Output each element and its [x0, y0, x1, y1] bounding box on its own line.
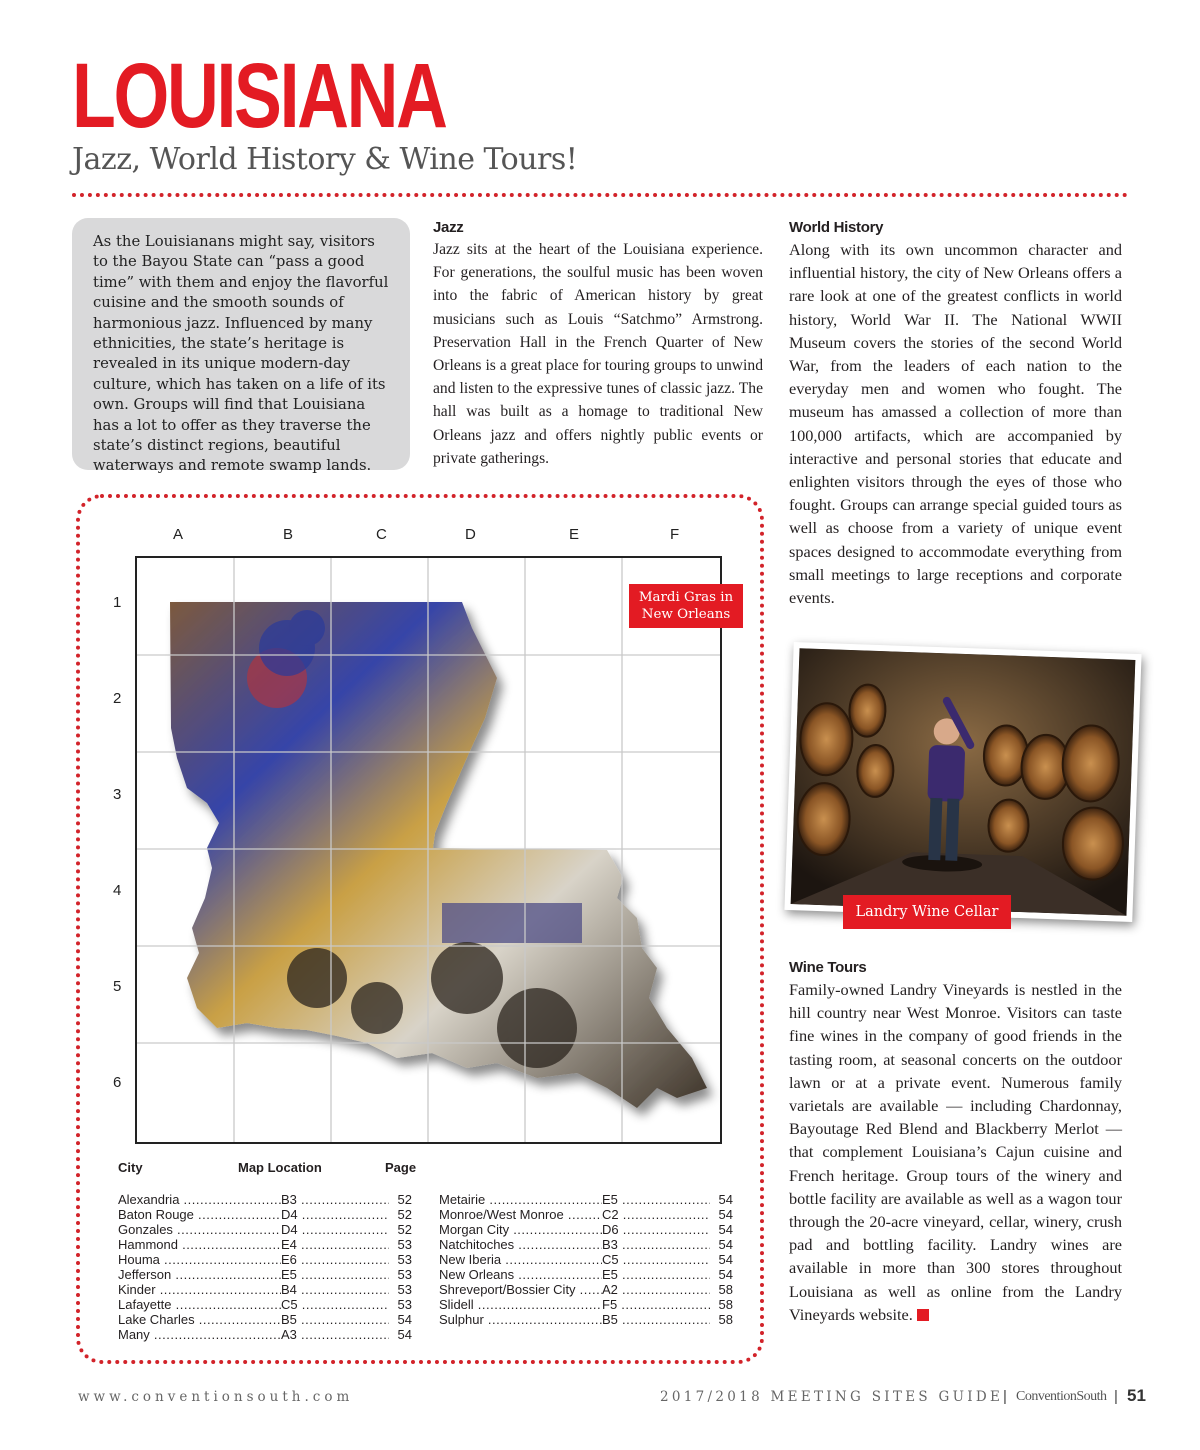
- table-header-city: City: [118, 1160, 143, 1175]
- map-column-label: C: [376, 526, 387, 543]
- jazz-section: [433, 218, 763, 470]
- page-ref: 53: [397, 1267, 412, 1282]
- city-name: Hammond .....: [118, 1237, 281, 1252]
- wine-tours-section: [789, 958, 1122, 1326]
- map-location: E5 .....: [602, 1192, 710, 1207]
- table-header-location: Map Location: [238, 1160, 322, 1175]
- table-row: [118, 1327, 412, 1342]
- map-row-label: 3: [113, 786, 122, 803]
- footer-separator: |: [1114, 1388, 1118, 1405]
- city-name: Many .....: [118, 1327, 281, 1342]
- mardi-gras-caption: Mardi Gras in New Orleans: [629, 584, 743, 628]
- map-column-label: A: [173, 526, 184, 543]
- city-name: New Orleans .....: [439, 1267, 602, 1282]
- dotted-divider: [72, 193, 1128, 197]
- map-row-label: 2: [113, 690, 122, 707]
- footer-separator: |: [1003, 1388, 1007, 1405]
- wine-cellar-image: [791, 648, 1136, 916]
- table-row: [439, 1267, 733, 1282]
- city-name: Jefferson .....: [118, 1267, 281, 1282]
- page-ref: 53: [397, 1297, 412, 1312]
- table-row: [118, 1282, 412, 1297]
- page-ref: 54: [397, 1327, 412, 1342]
- table-row: [439, 1252, 733, 1267]
- map-column-label: F: [670, 526, 680, 543]
- city-name: Kinder .....: [118, 1282, 281, 1297]
- world-history-section: [789, 218, 1122, 609]
- page-title: LOUISIANA: [72, 45, 446, 147]
- page-ref: 53: [397, 1237, 412, 1252]
- city-name: Lafayette .....: [118, 1297, 281, 1312]
- wine-tours-body: Family-owned Landry Vineyards is nestled in the hill country near West Monroe. Visitors can taste fine wines in the company of good friends in the tasting room, at seasonal concerts on the outdoor lawn or at a private event. Numerous family varietals are available — including Chardonnay, Bayoutage Red Blend and Blackberry Merlot — that complement Louisiana’s Cajun cuisine and French heritage. Group tours of the winery and bottle facility are available as well as a wagon tour through the 20-acre vineyard, cellar, winery, crush pad and bottling facility. Landry wines are available in more than 300 stores throughout Louisiana as well as online from the Landry Vineyards website.: [789, 980, 1122, 1324]
- page-subtitle: Jazz, World History & Wine Tours!: [72, 142, 578, 177]
- city-name: Sulphur .....: [439, 1312, 602, 1327]
- footer-brand: ConventionSouth: [1016, 1389, 1107, 1404]
- map-location: E5 .....: [281, 1267, 389, 1282]
- map-location: B5 .....: [602, 1312, 710, 1327]
- map-location: E4 .....: [281, 1237, 389, 1252]
- map-location: A2 .....: [602, 1282, 710, 1297]
- page-ref: 53: [397, 1252, 412, 1267]
- page-ref: 58: [718, 1297, 733, 1312]
- page-ref: 54: [718, 1207, 733, 1222]
- table-row: [118, 1312, 412, 1327]
- world-history-body: Along with its own uncommon character and influential history, the city of New Orleans offers a rare look at one of the greatest conflicts in world history, World War II. The National WWII Museum covers the stories of the second World War, from the leaders of each nation to the everyday men and women who fought. The museum has amassed a collection of more than 100,000 artifacts, which are accompanied by interactive and personal stories that educate and enlighten visitors through the eyes of those who fought. Groups can arrange special guided tours as well as choose from a variety of unique event spaces designed to accommodate everything from small meetings to large receptions and corporate events.: [789, 240, 1122, 608]
- page-ref: 52: [397, 1207, 412, 1222]
- city-index-right: [439, 1192, 733, 1327]
- table-row: [118, 1192, 412, 1207]
- city-name: Metairie .....: [439, 1192, 602, 1207]
- city-name: Gonzales .....: [118, 1222, 281, 1237]
- map-column-label: D: [465, 526, 476, 543]
- map-column-label: E: [569, 526, 580, 543]
- map-location: E5 .....: [602, 1267, 710, 1282]
- page-ref: 52: [397, 1192, 412, 1207]
- footer-guide-title: 2017/2018 MEETING SITES GUIDE: [660, 1389, 1004, 1405]
- table-row: [439, 1282, 733, 1297]
- city-name: New Iberia .....: [439, 1252, 602, 1267]
- wine-cellar-photo: [784, 642, 1141, 922]
- page-ref: 54: [718, 1252, 733, 1267]
- footer-website[interactable]: www.conventionsouth.com: [78, 1389, 354, 1405]
- city-name: Natchitoches .....: [439, 1237, 602, 1252]
- table-row: [439, 1222, 733, 1237]
- wine-cellar-caption: Landry Wine Cellar: [843, 895, 1011, 929]
- map-location: D4 .....: [281, 1207, 389, 1222]
- map-row-label: 1: [113, 594, 122, 611]
- map-location: B3 .....: [281, 1192, 389, 1207]
- map-location: C5 .....: [281, 1297, 389, 1312]
- jazz-body: Jazz sits at the heart of the Louisiana experience. For generations, the soulful music has been woven into the fabric of American history by great musicians such as Louis “Satchmo” Armstrong. Preservation Hall in the French Quarter of New Orleans is a great place for touring groups to unwind and listen to the expressive tunes of classic jazz. The hall was built as a homage to traditional New Orleans jazz and offers nightly public events or private gatherings.: [433, 241, 763, 467]
- map-column-label: B: [283, 526, 294, 543]
- page-ref: 54: [718, 1237, 733, 1252]
- map-row-label: 4: [113, 882, 122, 899]
- louisiana-map: [135, 556, 722, 1144]
- map-row-label: 5: [113, 978, 122, 995]
- table-row: [118, 1222, 412, 1237]
- louisiana-map-image: [137, 558, 720, 1142]
- wine-tours-heading: Wine Tours: [789, 959, 867, 976]
- page-ref: 54: [718, 1267, 733, 1282]
- city-name: Lake Charles .....: [118, 1312, 281, 1327]
- table-row: [439, 1312, 733, 1327]
- map-location: D4 .....: [281, 1222, 389, 1237]
- table-row: [439, 1207, 733, 1222]
- city-name: Houma .....: [118, 1252, 281, 1267]
- map-location: E6 .....: [281, 1252, 389, 1267]
- map-location: B5 .....: [281, 1312, 389, 1327]
- map-location: B4 .....: [281, 1282, 389, 1297]
- intro-text: As the Louisianans might say, visitors to the Bayou State can “pass a good time” with them and enjoy the flavorful cuisine and the smooth sounds of harmonious jazz. Influenced by many ethnicities, the state’s heritage is revealed in its unique modern-day culture, which has taken on a life of its own. Groups will find that Louisiana has a lot to offer as they traverse the state’s distinct regions, beautiful waterways and remote swamp lands.: [93, 233, 389, 475]
- city-name: Monroe/West Monroe .....: [439, 1207, 602, 1222]
- page-ref: 54: [718, 1222, 733, 1237]
- table-row: [118, 1297, 412, 1312]
- intro-box: [72, 218, 410, 475]
- map-row-label: 6: [113, 1074, 122, 1091]
- city-name: Baton Rouge .....: [118, 1207, 281, 1222]
- table-header-page: Page: [385, 1160, 417, 1175]
- map-location: D6 .....: [602, 1222, 710, 1237]
- table-row: [118, 1252, 412, 1267]
- world-history-heading: World History: [789, 219, 884, 236]
- page-number: 51: [1127, 1386, 1146, 1405]
- table-row: [118, 1237, 412, 1252]
- jazz-heading: Jazz: [433, 219, 464, 236]
- city-name: Alexandria .....: [118, 1192, 281, 1207]
- page-ref: 54: [718, 1192, 733, 1207]
- page-ref: 54: [397, 1312, 412, 1327]
- map-location: C5 .....: [602, 1252, 710, 1267]
- page-ref: 52: [397, 1222, 412, 1237]
- map-location: C2 .....: [602, 1207, 710, 1222]
- map-location: F5 .....: [602, 1297, 710, 1312]
- table-row: [439, 1192, 733, 1207]
- table-row: [118, 1207, 412, 1222]
- end-mark-icon: [917, 1309, 929, 1321]
- page-ref: 53: [397, 1282, 412, 1297]
- city-index-left: [118, 1192, 412, 1342]
- map-location: B3 .....: [602, 1237, 710, 1252]
- table-row: [118, 1267, 412, 1282]
- city-name: Shreveport/Bossier City .....: [439, 1282, 602, 1297]
- page-ref: 58: [718, 1312, 733, 1327]
- page-ref: 58: [718, 1282, 733, 1297]
- table-row: [439, 1237, 733, 1252]
- city-name: Slidell .....: [439, 1297, 602, 1312]
- city-name: Morgan City .....: [439, 1222, 602, 1237]
- table-row: [439, 1297, 733, 1312]
- map-location: A3 .....: [281, 1327, 389, 1342]
